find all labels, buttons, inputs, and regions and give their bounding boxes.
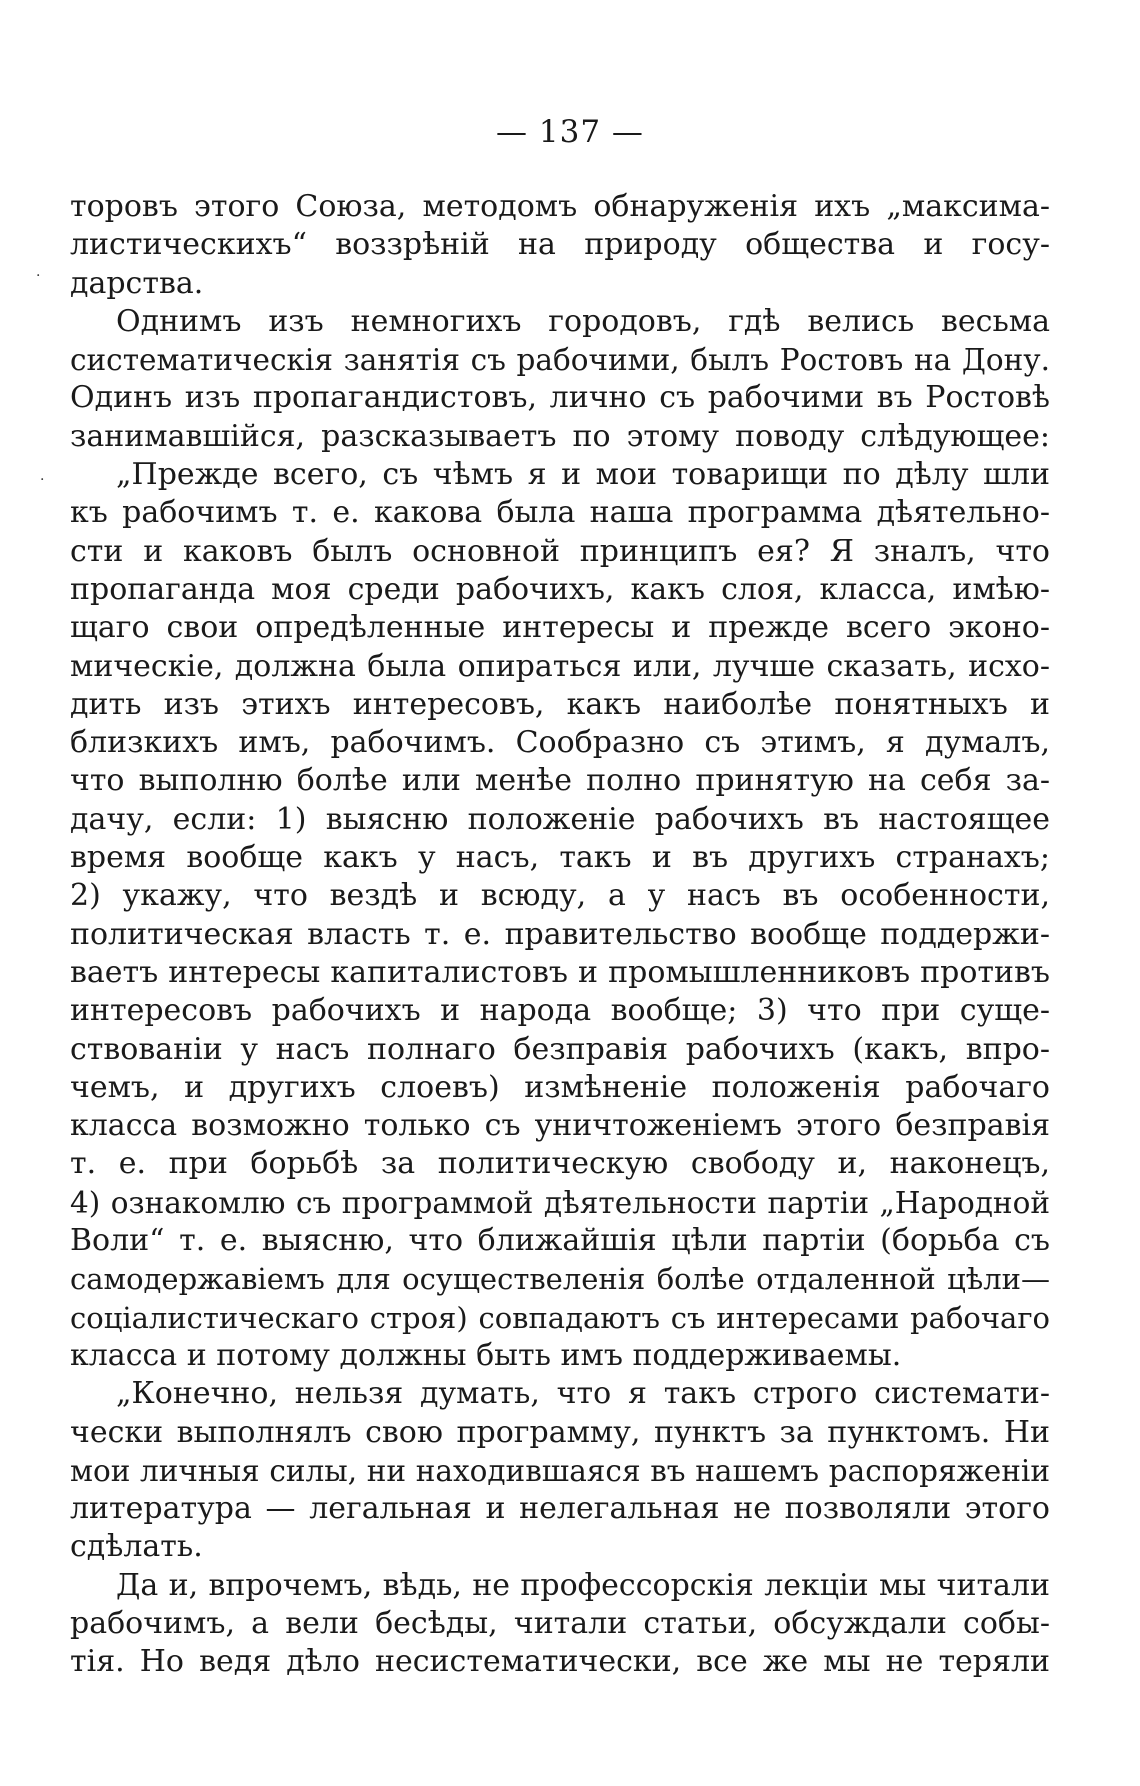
text-line: щаго свои опредѣленные интересы и прежде всего эконо-: [70, 610, 1050, 646]
text-line: Одинъ изъ пропагандистовъ, лично съ рабочими въ Ростовѣ: [70, 380, 1050, 416]
text-line: дарства.: [70, 265, 204, 301]
text-line: мои личныя силы, ни находившаяся въ нашемъ распоряженіи: [70, 1453, 1050, 1488]
page-number: — 137 —: [496, 114, 644, 150]
text-line: „Прежде всего, съ чѣмъ я и мои товарищи по дѣлу шли: [116, 457, 1050, 493]
text-line: 4) ознакомлю съ программой дѣятельности партіи „Народной: [70, 1185, 1050, 1220]
text-line: Однимъ изъ немногихъ городовъ, гдѣ велись весьма: [116, 303, 1050, 339]
text-line: къ рабочимъ т. е. какова была наша программа дѣятельно-: [70, 495, 1050, 531]
text-line: систематическія занятія съ рабочими, былъ Ростовъ на Дону.: [70, 343, 1050, 378]
text-line: Воли“ т. е. выясню, что ближайшія цѣли партіи (борьба съ: [70, 1223, 1050, 1259]
margin-dot: ·: [40, 472, 45, 488]
text-line: самодержавіемъ для осуществеленія болѣе отдаленной цѣли—: [70, 1262, 1050, 1297]
text-line: рабочимъ, а вели бесѣды, читали статьи, обсуждали собы-: [70, 1605, 1050, 1641]
text-line: интересовъ рабочихъ и народа вообще; 3) что при суще-: [70, 993, 1050, 1029]
text-line: 2) укажу, что вездѣ и всюду, а у насъ въ особенности,: [70, 878, 1050, 914]
body-text: [70, 188, 1050, 1682]
text-line: ваетъ интересы капиталистовъ и промышленниковъ противъ: [70, 954, 1050, 990]
text-line: дить изъ этихъ интересовъ, какъ наиболѣе понятныхъ и: [70, 686, 1050, 722]
text-line: листическихъ“ воззрѣній на природу общества и госу-: [70, 227, 1050, 263]
text-line: политическая власть т. е. правительство вообще поддержи-: [70, 916, 1050, 952]
text-line: пропаганда моя среди рабочихъ, какъ слоя, класса, имѣю-: [70, 571, 1050, 607]
text-line: торовъ этого Союза, методомъ обнаруженія ихъ „максима-: [70, 189, 1050, 224]
text-line: сдѣлать.: [70, 1529, 203, 1565]
text-line: чески выполнялъ свою программу, пунктъ за пунктомъ. Ни: [70, 1414, 1050, 1450]
text-line: Да и, впрочемъ, вѣдь, не профессорскія лекціи мы читали: [116, 1567, 1050, 1603]
text-line: мическіе, должна была опираться или, лучше сказать, исхо-: [70, 648, 1050, 684]
text-line: ствованіи у насъ полнаго безправія рабочихъ (какъ, впро-: [70, 1031, 1050, 1067]
text-line: дачу, если: 1) выясню положеніе рабочихъ въ настоящее: [70, 801, 1050, 837]
text-line: занимавшійся, разсказываетъ по этому поводу слѣдующее:: [70, 418, 1050, 454]
text-line: тія. Но ведя дѣло несистематически, все же мы не теряли: [70, 1644, 1050, 1680]
text-line: чемъ, и другихъ слоевъ) измѣненіе положенія рабочаго: [70, 1069, 1050, 1105]
text-line: „Конечно, нельзя думать, что я такъ строго системати-: [116, 1376, 1050, 1412]
margin-dot: ·: [36, 268, 41, 284]
text-line: класса возможно только съ уничтоженіемъ этого безправія: [70, 1108, 1050, 1144]
text-line: литература — легальная и нелегальная не позволяли этого: [70, 1491, 1050, 1527]
text-line: что выполню болѣе или менѣе полно принятую на себя за-: [70, 763, 1050, 799]
text-line: близкихъ имъ, рабочимъ. Сообразно съ этимъ, я думалъ,: [70, 725, 1050, 761]
text-line: сти и каковъ былъ основной принципъ ея? Я зналъ, что: [70, 533, 1050, 569]
text-line: соціалистическаго строя) совпадаютъ съ интересами рабочаго: [70, 1300, 1050, 1335]
text-line: класса и потому должны быть имъ поддерживаемы.: [70, 1337, 902, 1373]
text-line: т. е. при борьбѣ за политическую свободу и, наконецъ,: [70, 1146, 1050, 1182]
text-line: время вообще какъ у насъ, такъ и въ другихъ странахъ;: [70, 840, 1050, 876]
